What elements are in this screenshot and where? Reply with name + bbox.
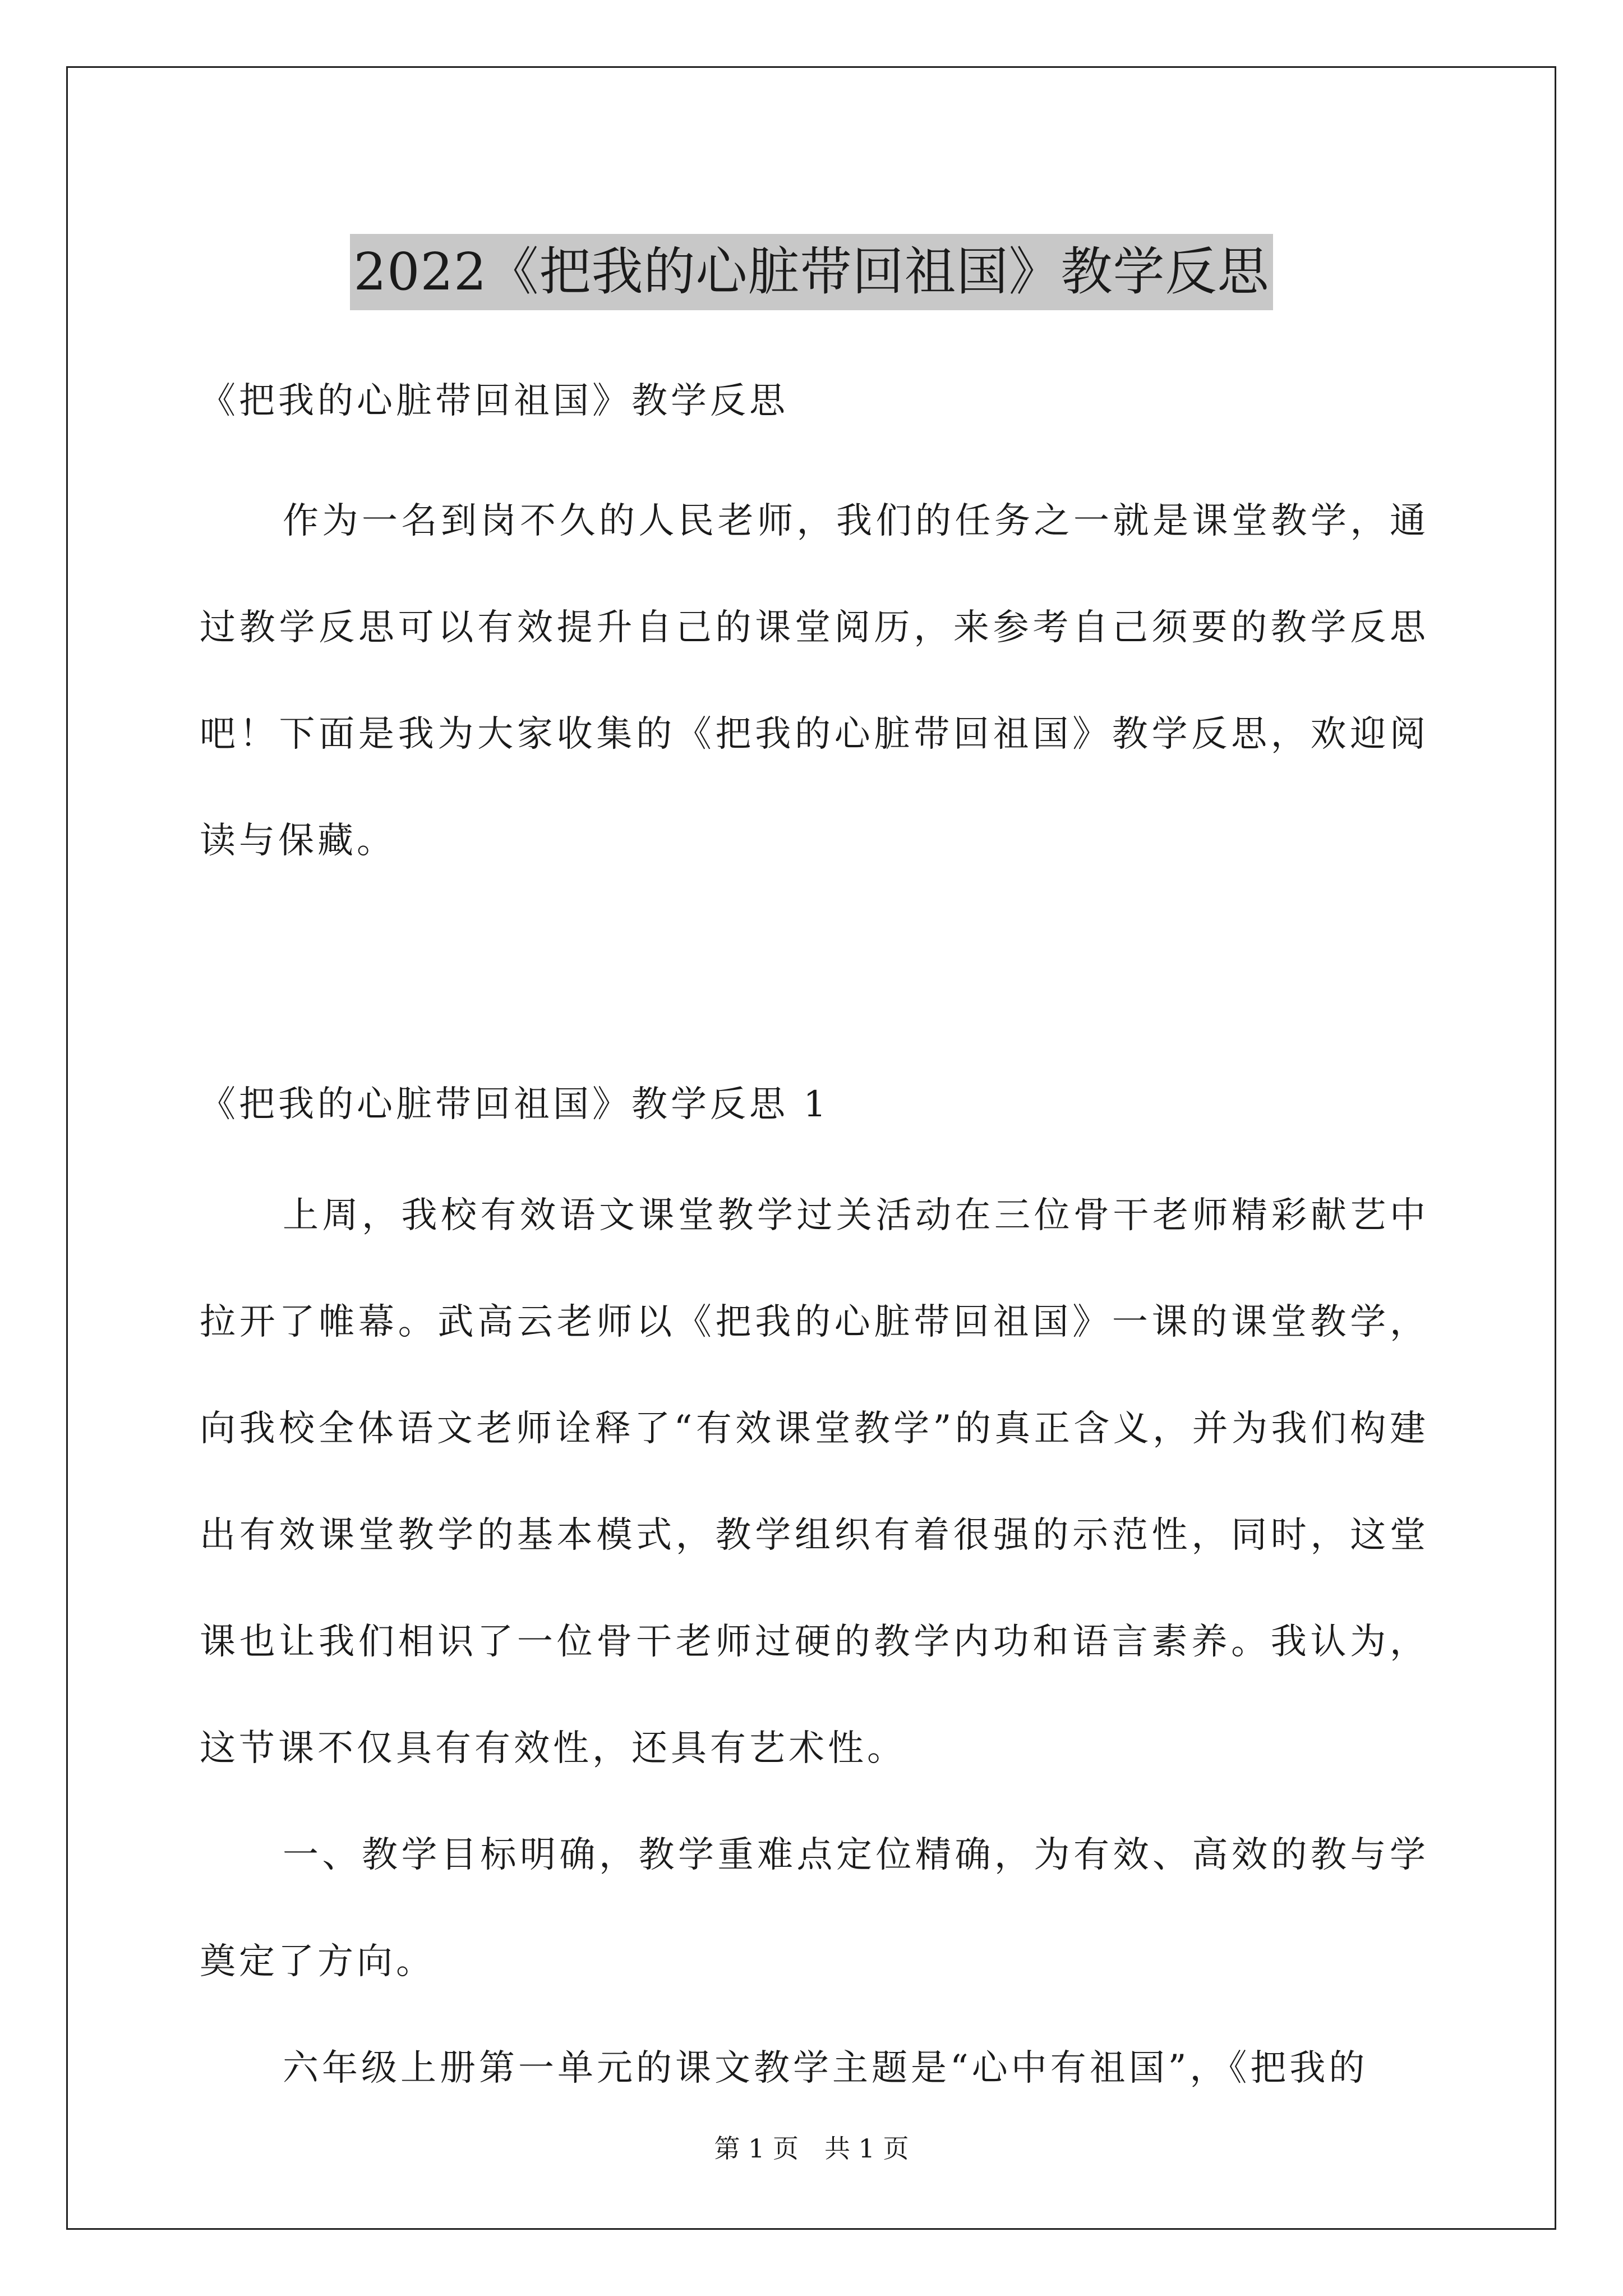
- section1-paragraph-3: 六年级上册第一单元的课文教学主题是“心中有祖国”，《把我的: [283, 2047, 1368, 2089]
- intro-paragraph: 作为一名到岗不久的人民老师，我们的任务之一就是课堂教学，通过教学反思可以有效提升自己的课堂阅历，来参考自己须要的教学反思吧！下面是我为大家收集的《把我的心脏带回祖国》教学反思，欢迎阅读与保藏。: [200, 500, 1429, 862]
- document-title: 2022《把我的心脏带回祖国》教学反思: [350, 234, 1272, 310]
- document-body: [200, 348, 1429, 2122]
- section1-paragraph-2: 一、教学目标明确，教学重难点定位精确，为有效、高效的教与学奠定了方向。: [200, 1834, 1429, 1982]
- section1-paragraph-1: 上周，我校有效语文课堂教学过关活动在三位骨干老师精彩献艺中拉开了帷幕。武高云老师以《把我的心脏带回祖国》一课的课堂教学，向我校全体语文老师诠释了“有效课堂教学”的真正含义，并为我们构建出有效课堂教学的基本模式，教学组织有着很强的示范性，同时，这堂课也让我们相识了一位骨干老师过硬的教学内功和语言素养。我认为，这节课不仅具有有效性，还具有艺术性。: [200, 1195, 1429, 1769]
- section1-heading: 《把我的心脏带回祖国》教学反思 1: [200, 1084, 830, 1125]
- intro-heading: 《把我的心脏带回祖国》教学反思: [200, 380, 789, 422]
- page-footer: [0, 2132, 1623, 2165]
- title-container: [0, 199, 1623, 344]
- page-number: 第 1 页 共 1 页: [714, 2133, 909, 2164]
